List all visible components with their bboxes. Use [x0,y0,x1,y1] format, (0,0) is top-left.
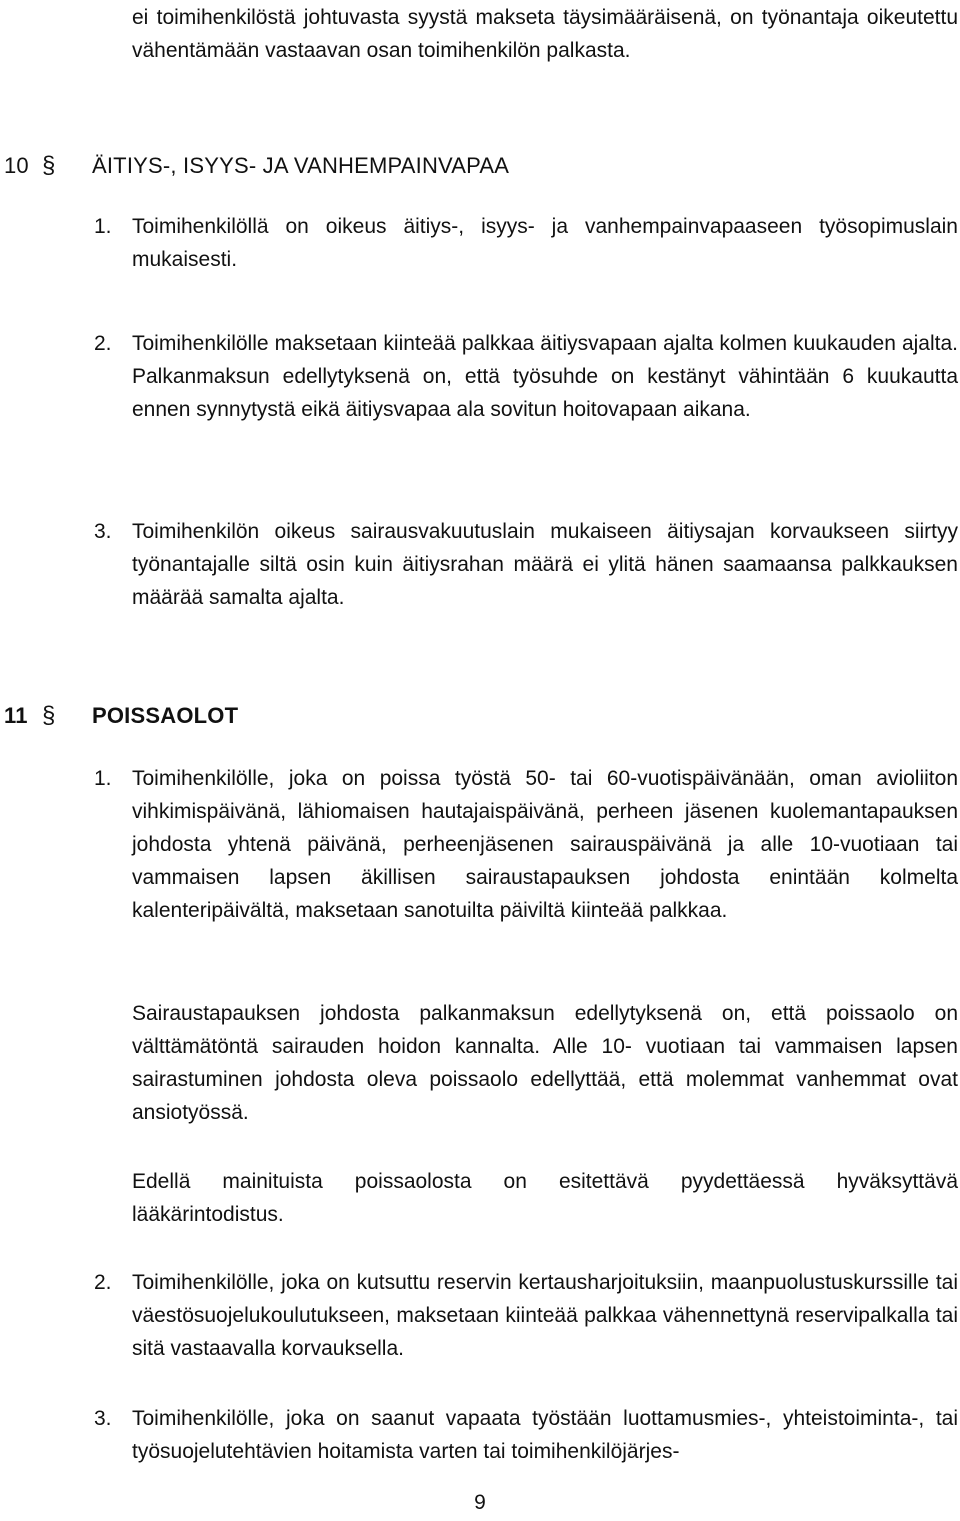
item-number: 2. [94,1271,112,1294]
section-11-item-1-para-3: Edellä mainituista poissaolosta on esitettävä pyydettäessä hyväksyttävä lääkärintodistus. [132,1170,958,1226]
item-number: 2. [94,332,112,355]
item-number: 1. [94,215,112,238]
section-10-heading [4,149,509,182]
section-symbol: § [42,702,56,729]
page-number: 9 [474,1491,486,1514]
section-11-item-2: Toimihenkilölle, joka on kutsuttu reservin kertausharjoituksiin, maanpuolustuskurssille tai väestösuojelukoulutukseen, maksetaan kiinteää palkkaa vähennettynä reservipalkalla tai sitä vastaavalla korvauksella. [132,1271,958,1360]
section-11-item-1-para-2: Sairaustapauksen johdosta palkanmaksun edellytyksenä on, että poissaolo on välttämätöntä sairauden hoidon kannalta. Alle 10- vuotiaan tai vammaisen lapsen sairastuminen johdosta oleva poissaolo edellyttää, että molemmat vanhemmat ovat ansiotyössä. [132,1002,958,1124]
section-number: 11 [4,703,28,728]
section-title: ÄITIYS-, ISYYS- JA VANHEMPAINVAPAA [92,153,510,178]
section-11-item-1: Toimihenkilölle, joka on poissa työstä 50- tai 60-vuotispäivänään, oman avioliiton vihkimispäivänä, lähiomaisen hautajaispäivänä, perheen jäsenen kuolemantapauksen johdosta yhtenä päivänä, perheenjäsenen sairauspäivänä ja alle 10-vuotiaan tai vammaisen lapsen äkillisen sairaustapauksen johdosta enintään kolmelta kalenteripäivältä, maksetaan sanotuilta päiviltä kiinteää palkkaa. [132,767,958,922]
section-number: 10 [4,153,29,178]
section-10-item-1: Toimihenkilöllä on oikeus äitiys-, isyys- ja vanhempainvapaaseen työsopimuslain mukaisesti. [132,215,958,271]
section-symbol: § [42,152,56,179]
section-10-item-3: Toimihenkilön oikeus sairausvakuutuslain mukaiseen äitiysajan korvaukseen siirtyy työnantajalle siltä osin kuin äitiysrahan määrä ei ylitä hänen saamaansa palkkauksen määrää samalta ajalta. [132,520,958,609]
item-number: 3. [94,520,112,543]
intro-paragraph: ei toimihenkilöstä johtuvasta syystä makseta täysimääräisenä, on työnantaja oikeutettu vähentämään vastaavan osan toimihenkilön palkasta. [132,6,958,62]
section-10-item-2: Toimihenkilölle maksetaan kiinteää palkkaa äitiysvapaan ajalta kolmen kuukauden ajalta. Palkanmaksun edellytyksenä on, että työsuhde on kestänyt vähintään 6 kuukautta ennen synnytystä eikä äitiysvapaa ala sovitun hoitovapaan aikana. [132,332,958,421]
section-11-item-3: Toimihenkilölle, joka on saanut vapaata työstään luottamusmies-, yhteistoiminta-, tai työsuojelutehtävien hoitamista varten tai toimihenkilöjärjes- [132,1407,958,1463]
section-title: POISSAOLOT [92,703,239,728]
item-number: 1. [94,767,112,790]
section-11-heading [4,699,238,732]
item-number: 3. [94,1407,112,1430]
